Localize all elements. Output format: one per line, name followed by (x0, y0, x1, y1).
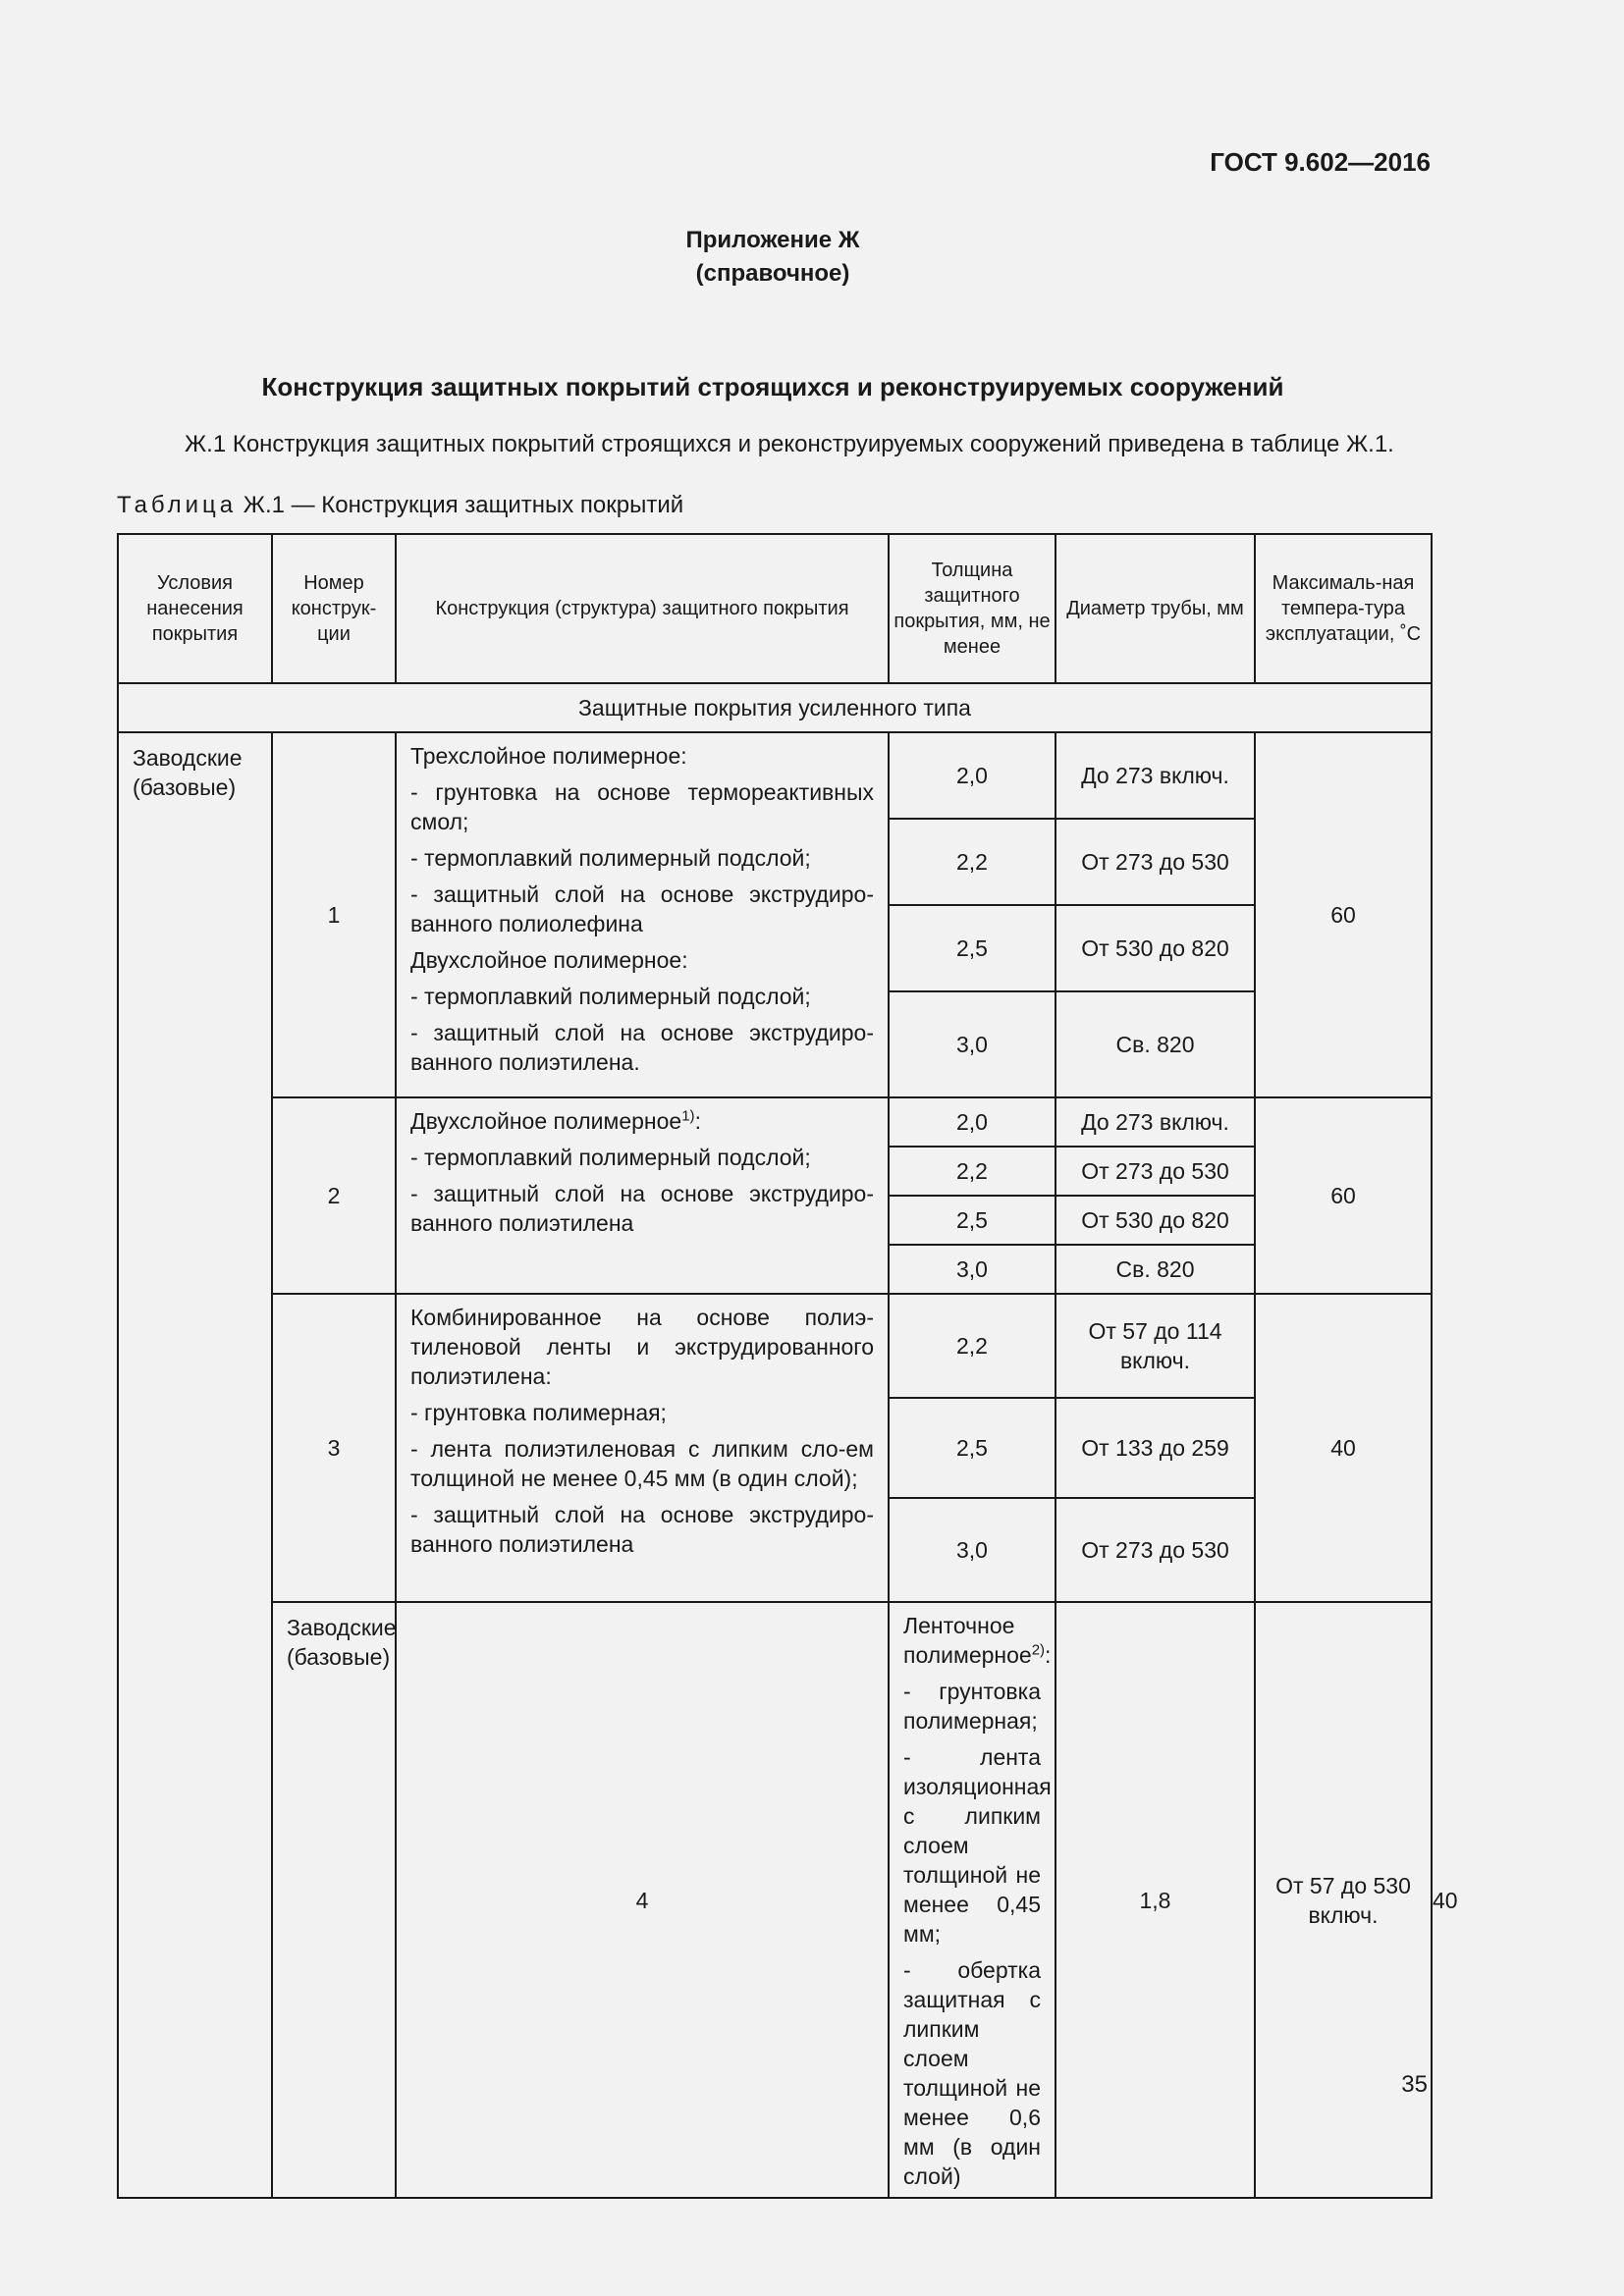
header-thickness: Толщина защитного покрытия, мм, не менее (889, 534, 1056, 683)
construction-number: 2 (272, 1097, 396, 1294)
coatings-table (117, 533, 1458, 2199)
diameter-cell: От 530 до 820 (1056, 905, 1255, 991)
construction-line: - защитный слой на основе экструдиро-ванного полиэтилена (410, 1502, 874, 1557)
page-number: 35 (1401, 2071, 1428, 2098)
header-conditions: Условия нанесения покрытия (118, 534, 272, 683)
conditions-cell: Заводские (базовые) (272, 1602, 396, 2198)
appendix-title: Приложение Ж (685, 227, 860, 253)
max-temp-cell: 40 (1255, 1294, 1432, 1602)
table-row (118, 732, 1432, 819)
construction-title-text: Ленточное полимерное (903, 1613, 1032, 1668)
table-row (118, 1294, 1432, 1398)
table-row: Заводские (базовые) 4 Ленточное полимерное$^{2)}$: - грунтовка полимерная; - лента изоляционная с липким слоем толщиной не менее 0,45 мм; - обертка защитная с липким слоем толщиной не менее 0,6 мм (в один слой) 1,8 От 57 до 530 включ. 40 (118, 1602, 1432, 2198)
construction-line: - грунтовка на основе термореактивных смол; (410, 779, 874, 834)
construction-number: 3 (272, 1294, 396, 1602)
diameter-cell: От 273 до 530 (1056, 1498, 1255, 1602)
diameter-cell: От 57 до 114 включ. (1056, 1294, 1255, 1398)
thickness-cell: 3,0 (889, 991, 1056, 1097)
thickness-cell: 2,2 (889, 1294, 1056, 1398)
group-row (118, 683, 1432, 732)
header-number: Номер конструк-ции (272, 534, 396, 683)
thickness-cell: 2,2 (889, 819, 1056, 905)
thickness-cell: 2,5 (889, 1398, 1056, 1498)
appendix-kind: (справочное) (695, 260, 850, 287)
construction-description (396, 1294, 889, 1602)
footnote-mark: 2) (1031, 1641, 1046, 1659)
header-construction: Конструкция (структура) защитного покрытия (396, 534, 889, 683)
construction-line: - термоплавкий полимерный подслой; (410, 845, 811, 871)
group-title: Защитные покрытия усиленного типа (118, 683, 1432, 732)
construction-line: - лента изоляционная с липким слоем толщиной не менее 0,45 мм; (903, 1744, 1052, 1947)
section-title: Конструкция защитных покрытий строящихся и реконструируемых сооружений (261, 372, 1284, 401)
diameter-cell: От 133 до 259 (1056, 1398, 1255, 1498)
diameter-cell: От 530 до 820 (1056, 1196, 1255, 1245)
construction-line: - лента полиэтиленовая с липким сло-ем толщиной не менее 0,45 мм (в один слой); (410, 1436, 874, 1491)
diameter-cell: До 273 включ. (1056, 1097, 1255, 1147)
thickness-cell: 3,0 (889, 1498, 1056, 1602)
construction-title-text: Двухслойное полимерное (410, 1108, 682, 1134)
construction-line: Трехслойное полимерное: (410, 743, 687, 769)
construction-title (410, 1106, 874, 1136)
construction-line: - грунтовка полимерная; (903, 1679, 1041, 1734)
conditions-cell: Заводские (базовые) (118, 732, 272, 2198)
thickness-cell: 2,0 (889, 1097, 1056, 1147)
diameter-cell: От 57 до 530 включ. (1255, 1602, 1432, 2198)
intro-paragraph: Ж.1 Конструкция защитных покрытий строящихся и реконструируемых сооружений приведена в таблице Ж.1. (185, 431, 1394, 457)
appendix-heading (0, 224, 1545, 291)
thickness-cell: 2,0 (889, 732, 1056, 819)
construction-title-end: : (1045, 1642, 1052, 1668)
table-row (118, 1097, 1432, 1147)
thickness-cell: 2,5 (889, 1196, 1056, 1245)
diameter-cell: От 273 до 530 (1056, 1147, 1255, 1196)
thickness-cell: 2,2 (889, 1147, 1056, 1196)
footnote-mark: 1) (681, 1107, 695, 1125)
table-header-row (118, 534, 1432, 683)
construction-line: - обертка защитная с липким слоем толщиной не менее 0,6 мм (в один слой) (903, 1957, 1041, 2189)
construction-line: - термоплавкий полимерный подслой; (410, 984, 811, 1009)
table-caption-text: Ж.1 — Конструкция защитных покрытий (243, 492, 684, 518)
construction-line: - термоплавкий полимерный подслой; (410, 1145, 811, 1170)
diameter-cell: Св. 820 (1056, 991, 1255, 1097)
header-diameter: Диаметр трубы, мм (1056, 534, 1255, 683)
construction-line: Комбинированное на основе полиэ-тиленовой ленты и экструдированного полиэтилена: (410, 1305, 874, 1389)
header-max-temp: Максималь-ная темпера-тура эксплуатации, ˚С (1255, 534, 1432, 683)
construction-line: Двухслойное полимерное: (410, 947, 688, 973)
table-caption-prefix: Таблица (117, 492, 238, 518)
construction-line: - защитный слой на основе экструдиро-ванного полиэтилена (410, 1181, 874, 1236)
diameter-cell: От 273 до 530 (1056, 819, 1255, 905)
max-temp-cell: 60 (1255, 732, 1432, 1097)
construction-title (903, 1611, 1052, 1670)
construction-description (396, 1097, 889, 1294)
construction-line: - грунтовка полимерная; (410, 1400, 667, 1425)
max-temp-cell: 60 (1255, 1097, 1432, 1294)
construction-number: 1 (272, 732, 396, 1097)
construction-description (889, 1602, 1056, 2198)
table-caption (117, 492, 683, 519)
standard-code: ГОСТ 9.602—2016 (1210, 147, 1431, 177)
construction-line: - защитный слой на основе экструдиро-ванного полиэтилена. (410, 1020, 874, 1075)
thickness-cell: 1,8 (1056, 1602, 1255, 2198)
diameter-cell: До 273 включ. (1056, 732, 1255, 819)
construction-line: - защитный слой на основе экструдиро-ванного полиолефина (410, 881, 874, 936)
thickness-cell: 2,5 (889, 905, 1056, 991)
thickness-cell: 3,0 (889, 1245, 1056, 1294)
diameter-cell: Св. 820 (1056, 1245, 1255, 1294)
construction-description (396, 732, 889, 1097)
construction-number: 4 (396, 1602, 889, 2198)
construction-title-end: : (694, 1108, 701, 1134)
